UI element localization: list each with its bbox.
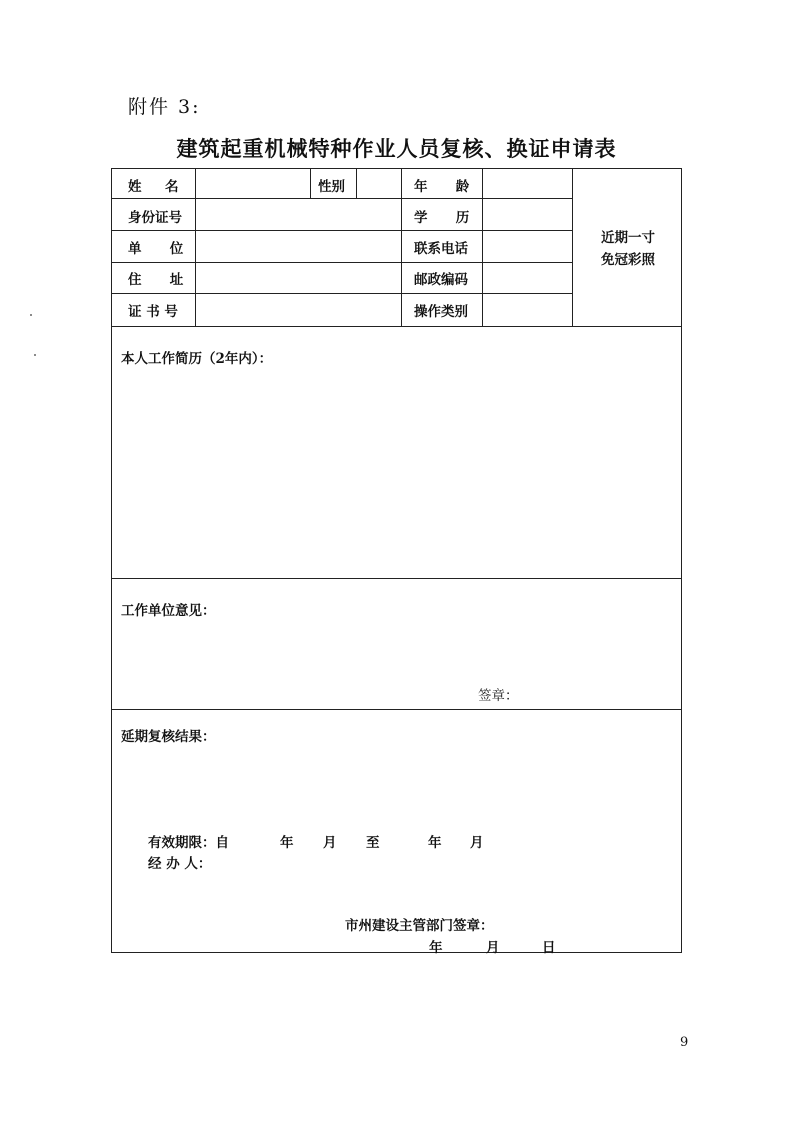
validity-label: 有效期限：自 bbox=[148, 835, 229, 851]
application-form bbox=[111, 168, 682, 956]
column-divider bbox=[310, 169, 311, 198]
education-label: 学 历 bbox=[414, 210, 470, 226]
name-field[interactable] bbox=[196, 169, 310, 198]
form-title: 建筑起重机械特种作业人员复核、换证申请表 bbox=[176, 136, 617, 161]
section-divider bbox=[112, 709, 681, 710]
unit-label: 单 位 bbox=[128, 241, 184, 257]
employer-opinion-label: 工作单位意见： bbox=[121, 603, 216, 619]
education-field[interactable] bbox=[483, 199, 572, 230]
age-field[interactable] bbox=[483, 169, 572, 198]
validity-to-label: 至 bbox=[366, 835, 380, 851]
name-label: 姓 名 bbox=[128, 179, 179, 195]
employer-signature-label: 签章： bbox=[478, 688, 519, 704]
address-field[interactable] bbox=[196, 263, 401, 293]
certificate-number-label: 证 书 号 bbox=[128, 304, 178, 320]
date-year: 年 bbox=[429, 940, 443, 956]
photo-instruction-line1: 近期一寸 bbox=[601, 230, 655, 246]
id-number-label: 身份证号 bbox=[128, 210, 182, 226]
phone-field[interactable] bbox=[483, 231, 572, 262]
photo-instruction-line2: 免冠彩照 bbox=[601, 252, 655, 268]
authority-signature-label: 市州建设主管部门签章： bbox=[345, 918, 494, 934]
gender-field[interactable] bbox=[357, 169, 401, 198]
postcode-field[interactable] bbox=[483, 263, 572, 293]
operation-type-field[interactable] bbox=[483, 294, 572, 326]
employer-opinion-field[interactable] bbox=[112, 621, 681, 686]
address-label: 住 址 bbox=[128, 272, 184, 288]
work-history-field[interactable] bbox=[112, 369, 681, 577]
date-day: 日 bbox=[542, 940, 556, 956]
phone-label: 联系电话 bbox=[414, 241, 468, 257]
certificate-number-field[interactable] bbox=[196, 294, 401, 326]
column-divider bbox=[401, 169, 402, 326]
postcode-label: 邮政编码 bbox=[414, 272, 468, 288]
operation-type-label: 操作类别 bbox=[414, 304, 468, 320]
date-month: 月 bbox=[486, 940, 500, 956]
validity-end-month: 月 bbox=[470, 835, 484, 851]
scan-speck bbox=[34, 354, 36, 356]
row-divider bbox=[112, 326, 681, 327]
section-divider bbox=[112, 578, 681, 579]
age-label: 年 龄 bbox=[414, 179, 470, 195]
review-result-field[interactable] bbox=[112, 747, 681, 827]
handler-label: 经 办 人： bbox=[148, 856, 212, 872]
gender-label: 性别 bbox=[318, 179, 345, 195]
id-number-field[interactable] bbox=[196, 199, 401, 230]
work-history-label: 本人工作简历（2年内）： bbox=[121, 351, 273, 367]
validity-start-year: 年 bbox=[280, 835, 294, 851]
photo-placeholder bbox=[574, 227, 682, 271]
review-result-label: 延期复核结果： bbox=[121, 729, 216, 745]
column-divider bbox=[572, 169, 573, 326]
attachment-label: 附件 3: bbox=[128, 96, 201, 118]
validity-start-month: 月 bbox=[323, 835, 337, 851]
unit-field[interactable] bbox=[196, 231, 401, 262]
validity-end-year: 年 bbox=[428, 835, 442, 851]
page-number: 9 bbox=[680, 1035, 689, 1050]
scan-speck bbox=[30, 314, 32, 316]
